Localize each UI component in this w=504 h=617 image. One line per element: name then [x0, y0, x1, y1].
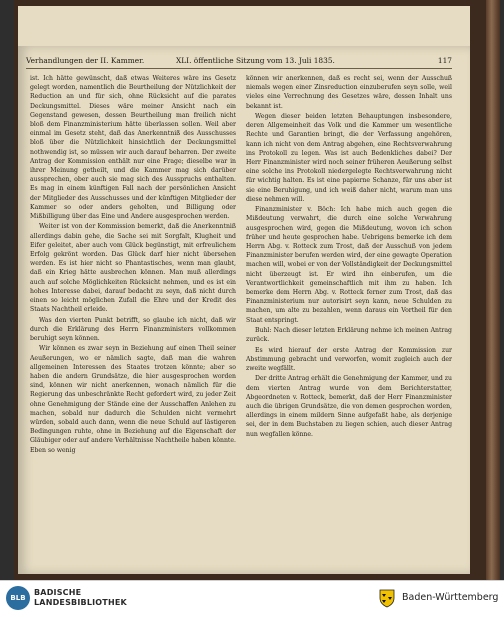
library-name [34, 588, 127, 608]
header-rule [26, 68, 452, 69]
blb-logo[interactable]: BLB [6, 586, 30, 610]
page-top-margin [18, 6, 470, 46]
paragraph: Was den vierten Punkt betrifft, so glaube ich nicht, daß wir durch die Erklärung des Herrn Finanzministers vollkommen beruhigt seyn können. [30, 316, 236, 343]
running-head-left: Verhandlungen der II. Kammer. [26, 56, 145, 65]
paragraph: können wir anerkennen, daß es recht sei, wenn der Ausschuß niemals wegen einer Zinsreduction einzuberufen seyn solle, weil vieles eine Verrechnung des Gesetzes wäre, dessen Inhalt uns bekannt ist. [246, 75, 452, 110]
library-name-line2: LANDESBIBLIOTHEK [34, 598, 127, 607]
footer-bar [0, 580, 504, 617]
state-name[interactable]: Baden-Württemberg [402, 592, 499, 603]
paragraph: Finanzminister v. Böch: Ich habe mich auch gegen die Mißdeutung verwahrt, die durch eine solche Verwahrung ausgesprochen wird, gegen die Mißdeutung, wovon ich schon früher und heute gesprochen habe. Uebrigens bemerke ich dem Herrn Abg. v. Rotteck zum Trost, daß der Ausschuß von jedem Finanzminister berufen werden wird, der eine gewagte Operation machen will, wobei er von der Vollständigkeit der Deckungsmittel nicht überzeugt ist. Er wird ihn einberufen, um die Verantwortlichkeit gemeinschaftlich mit ihm zu haben. Ich bemerke dem Herrn Abg. v. Rotteck ferner zum Trost, daß das Finanzministerium nur autorisirt seyn kann, neue Schulden zu machen, um alte zu bezahlen, wenn daraus ein Vortheil für den Staat entspringt. [246, 206, 452, 324]
paragraph: Der dritte Antrag erhält die Genehmigung der Kammer, und zu dem vierten Antrag wurde von dem Berichterstatter, Abgeordneten v. Rotteck, bemerkt, daß der Herr Finanzminister auch die übrigen Grundsätze, die von demen gesprochen worden, allerdings in einem mildern Sinne aufgefaßt habe, als derjenige sei, der in dem Buchstaben zu liegen schien, auch dieser Antrag nun wegfallen könne. [246, 375, 452, 438]
library-name-line1: BADISCHE [34, 588, 82, 597]
paragraph: Wir können es zwar seyn in Beziehung auf einen Theil seiner Aeußerungen, wo er nämlich sagte, daß man die wahren allgemeinen Interessen des Staates trotzen könnte; aber so haben die andern Grundsätze, die hier ausgesprochen worden sind, können wir nicht anerkennen, wonach nämlich für die Regierung das unbeschränkte Recht gefordert wird, zu jeder Zeit ohne Genehmigung der Stände eine der Ausschaffen Anlehen zu machen, sobald nur dadurch die Schulden nicht vermehrt würden, sobald auch dann, wenn die neue Schuld auf lästigeren Bedingungen ruhte, ohne in Beziehung auf die Eigenschaft der Gläubiger oder auf andere Verhältnisse Nachtheile haben könnte. Eben so wenig [30, 345, 236, 454]
paragraph: Weiter ist von der Kommission bemerkt, daß die Anerkenntniß allerdings dabin gehe, die Sache sei mit Sorgfalt, Klugheit und Eifer geleitet, aber auch vom Glück begünstigt, mit erfreulichem Erfolg gekrönt worden. Das Glück darf hier nicht übersehen werden. Es ist hier nicht so Phantastisches, wenn man glaubt, daß ein Krieg hätte ausbrechen können. Man muß allerdings auch auf solche Möglichkeiten Rücksicht nehmen, und es ist ein hohes Interesse dabei, darauf bedacht zu seyn, daß nicht durch einen so leicht möglichen Zufall die Ehre und der Kredit des Staats Nachtheil erleide. [30, 223, 236, 314]
book-edge [486, 0, 500, 580]
left-column [30, 74, 236, 456]
paragraph: ist. Ich hätte gewünscht, daß etwas Weiteres wäre ins Gesetz gelegt worden, namentlich die Beurtheilung der Nützlichkeit der Reduction an und für sich, ohne Rücksicht auf die parates Deckungsmittel. Dieses wäre meiner Ansicht nach ein Gegenstand gewesen, dessen Beurtheilung man freilich nicht bloß dem Finanzministerium hätte überlassen sollen. Weil aber einmal im Gesetz steht, daß das Anerkenntniß des Ausschusses bloß über die Nützlichkeit hinsichtlich der Deckungsmittel nothwendig ist, so müssen wir auch darauf beharren. Der zweite Antrag der Kommission enthält nur eine Frage; dieselbe war in ihrer Meinung getheilt, und die Kammer mag sich darüber aussprechen, ober auch sie mag sich des Ausspruchs enthalten. Es mag in einem künftigen Fall nach der persönlichen Ansicht der Mitglieder des Ausschusses und der künftigen Mitglieder der Kammer so oder anders geholten, und Billigung oder Mißbilligung über das Eine und Andere ausgesprochen werden. [30, 75, 236, 221]
page-number: 117 [437, 56, 452, 65]
baden-wuerttemberg-crest-icon [377, 588, 397, 608]
paragraph: Buhl: Nach dieser letzten Erklärung nehme ich meinen Antrag zurück. [246, 327, 452, 344]
paragraph: Es wird hierauf der erste Antrag der Kommission zur Abstimmung gebracht und verworfen, womit zugleich auch der zweite wegfällt. [246, 346, 452, 373]
paragraph: Wegen dieser beiden letzten Behauptungen insbesondere, deren Allgemeinheit das Volk und die Kammer um wesentliche Rechte und Garantien bringt, die der Verfassung angehören, kann ich nicht von dem Antrag abgehen, eine Rechtsverwahrung ins Protokoll zu legen. Was ist auch Bedenkliches dabei? Der Herr Finanzminister wird noch seiner früheren Aeußerung selbst eine solche ins Protokoll niedergelegte Rechtsverwahrung nicht für wichtig halten. Es ist eine papierne Schanze, für uns aber ist sie eine Beruhigung, und ich weiß daher nicht, warum man uns diese nehmen will. [246, 113, 452, 203]
right-column [246, 74, 452, 440]
running-head-center: XLI. öffentliche Sitzung vom 13. Juli 1835. [176, 56, 335, 65]
